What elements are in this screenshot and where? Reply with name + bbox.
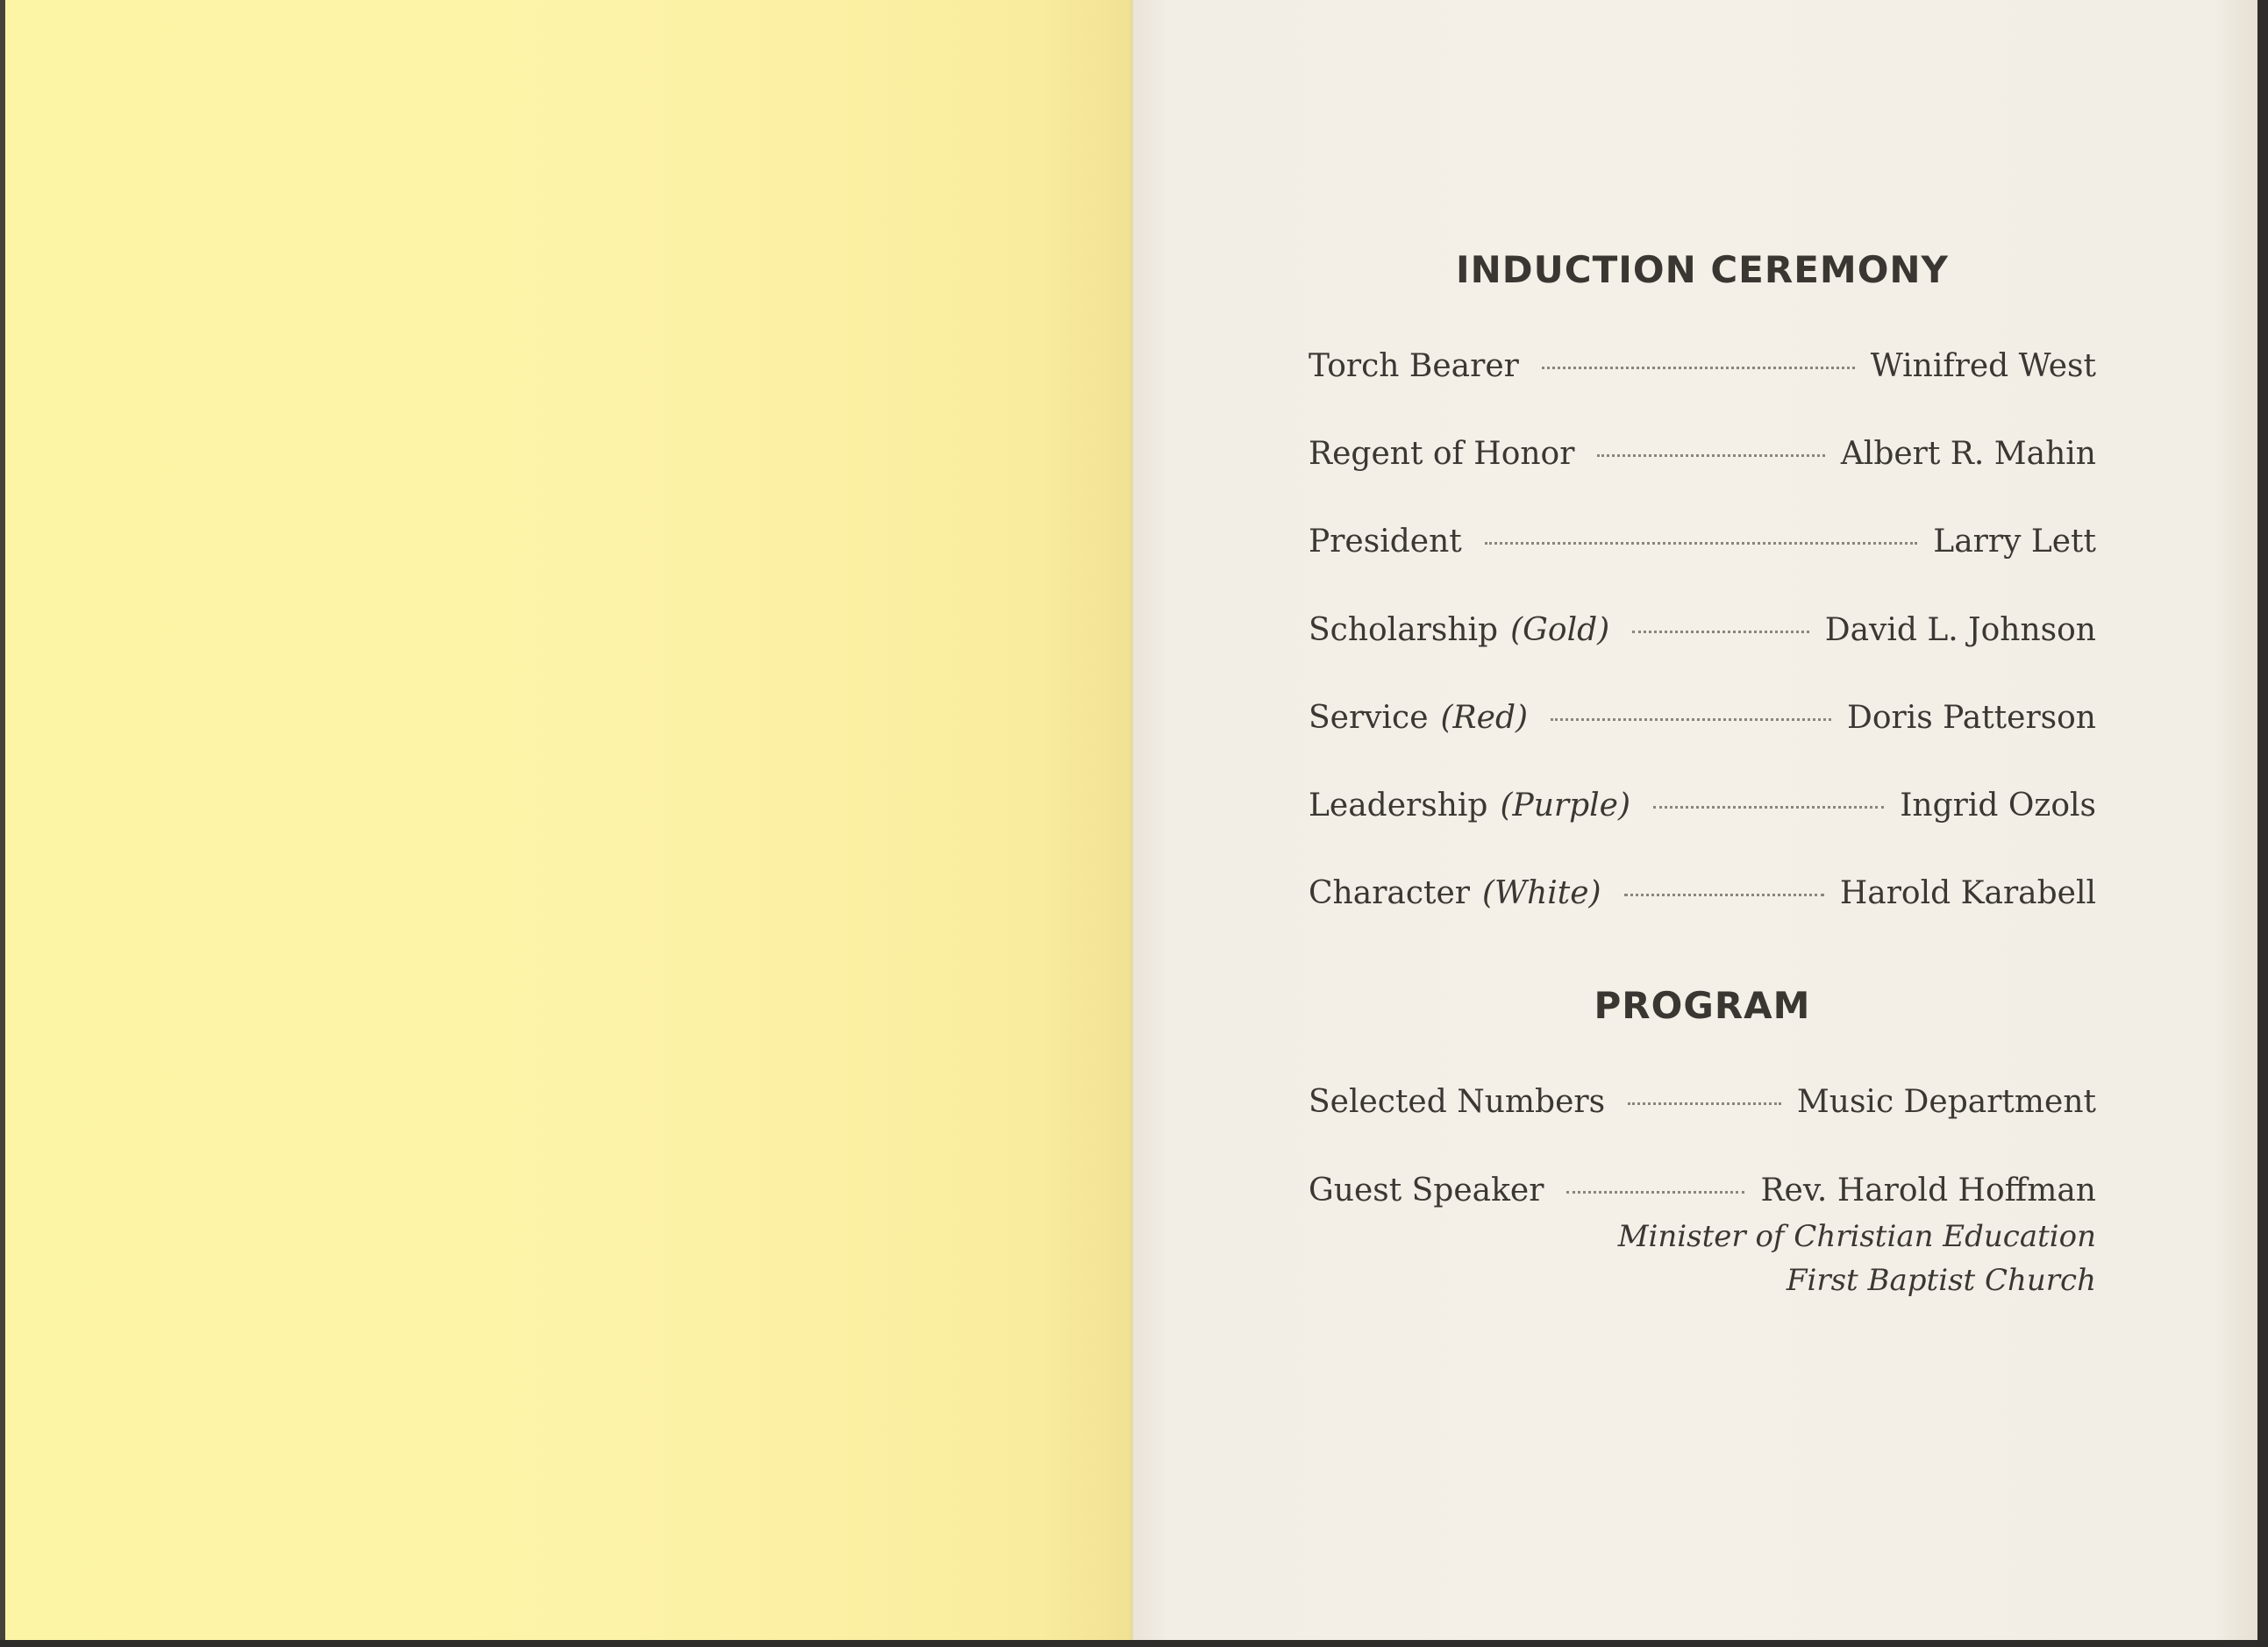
right-edge	[2257, 0, 2268, 1647]
color-note: (Purple)	[1500, 788, 1631, 824]
person-name: Larry Lett	[1933, 524, 2096, 560]
color-note: (Red)	[1440, 700, 1529, 736]
role-label: Service	[1309, 700, 1429, 736]
program-item-label: Selected Numbers	[1309, 1084, 1606, 1120]
induction-row	[1309, 524, 2096, 567]
person-name: Ingrid Ozols	[1900, 788, 2096, 824]
role-label: Scholarship	[1309, 612, 1499, 648]
dot-leader	[1542, 367, 1855, 369]
speaker-church: First Baptist Church	[1786, 1263, 2096, 1298]
person-name: Winifred West	[1870, 348, 2096, 384]
dot-leader	[1653, 806, 1884, 809]
program-item-value: Rev. Harold Hoffman	[1760, 1173, 2096, 1209]
program-heading: PROGRAM	[1594, 984, 1811, 1027]
role-label: Torch Bearer	[1309, 348, 1519, 384]
program-item-value: Music Department	[1796, 1084, 2096, 1120]
role-label: Regent of Honor	[1309, 436, 1575, 472]
induction-ceremony-heading: INDUCTION CEREMONY	[1456, 248, 1949, 291]
speaker-title: Minister of Christian Education	[1617, 1219, 2096, 1254]
dot-leader	[1628, 1102, 1781, 1105]
induction-row	[1309, 700, 2096, 744]
person-name: Harold Karabell	[1839, 875, 2096, 911]
program-content	[1309, 0, 2096, 1647]
person-name: Doris Patterson	[1846, 700, 2096, 736]
left-page-blank	[0, 0, 1133, 1647]
induction-row	[1309, 436, 2096, 480]
dot-leader	[1566, 1191, 1744, 1194]
dot-leader	[1624, 894, 1824, 896]
induction-row	[1309, 348, 2096, 392]
dot-leader	[1551, 718, 1831, 721]
program-row	[1309, 1084, 2096, 1128]
color-note: (White)	[1482, 875, 1601, 911]
role-label: Leadership	[1309, 788, 1488, 824]
induction-row	[1309, 875, 2096, 919]
program-row	[1309, 1173, 2096, 1216]
dot-leader	[1632, 631, 1809, 633]
color-note: (Gold)	[1510, 612, 1610, 648]
person-name: Albert R. Mahin	[1840, 436, 2096, 472]
induction-row	[1309, 788, 2096, 831]
induction-row	[1309, 612, 2096, 656]
dot-leader	[1597, 454, 1824, 457]
role-label: President	[1309, 524, 1462, 560]
program-item-label: Guest Speaker	[1309, 1173, 1544, 1209]
role-label: Character	[1309, 875, 1471, 911]
left-edge	[0, 0, 5, 1647]
person-name: David L. Johnson	[1824, 612, 2096, 648]
dot-leader	[1485, 542, 1918, 545]
